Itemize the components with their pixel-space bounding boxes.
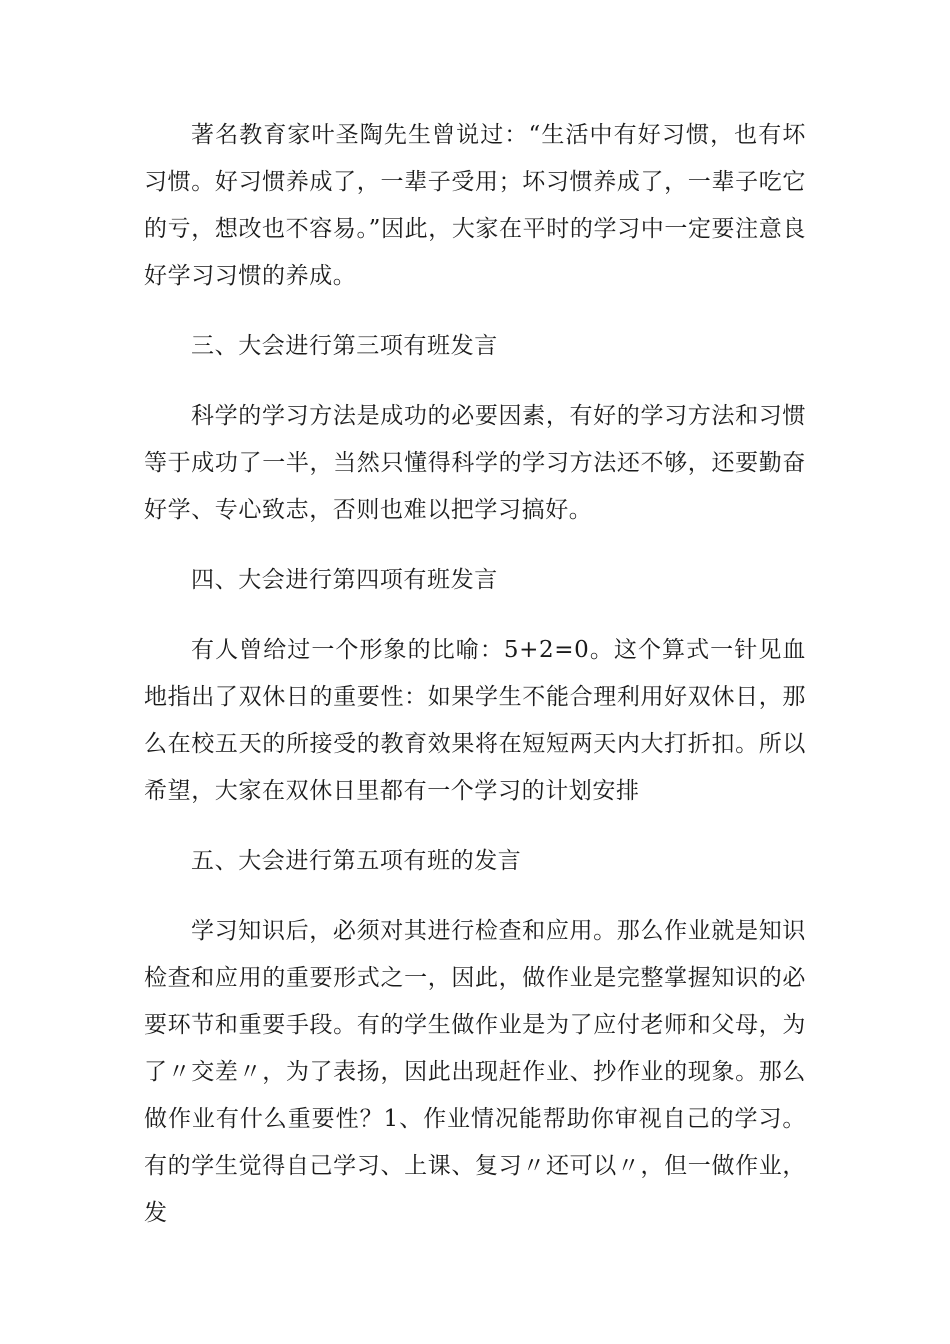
paragraph-weekend: 有人曾给过一个形象的比喻：5+2=0。这个算式一针见血地指出了双休日的重要性：如果学生不能合理利用好双休日，那么在校五天的所接受的教育效果将在短短两天内大打折扣。所以希望，大家在双休日里都有一个学习的计划安排 [144, 637, 806, 804]
section-heading-3: 三、大会进行第三项有班发言 [191, 333, 498, 359]
paragraph-study-methods: 科学的学习方法是成功的必要因素，有好的学习方法和习惯等于成功了一半，当然只懂得科学的学习方法还不够，还要勤奋好学、专心致志，否则也难以把学习搞好。 [144, 403, 806, 523]
section-heading-4: 四、大会进行第四项有班发言 [191, 567, 498, 593]
section-heading-5: 五、大会进行第五项有班的发言 [191, 848, 522, 874]
paragraph-homework: 学习知识后，必须对其进行检查和应用。那么作业就是知识检查和应用的重要形式之一，因此，做作业是完整掌握知识的必要环节和重要手段。有的学生做作业是为了应付老师和父母，为了〃交差〃，为了表扬，因此出现赶作业、抄作业的现象。那么做作业有什么重要性？1、作业情况能帮助你审视自己的学习。有的学生觉得自己学习、上课、复习〃还可以〃，但一做作业，发 [144, 918, 806, 1226]
document-body [144, 112, 806, 1260]
paragraph-habits-quote: 著名教育家叶圣陶先生曾说过：“生活中有好习惯，也有坏习惯。好习惯养成了，一辈子受用；坏习惯养成了，一辈子吃它的亏，想改也不容易。”因此，大家在平时的学习中一定要注意良好学习习惯的养成。 [144, 122, 806, 289]
